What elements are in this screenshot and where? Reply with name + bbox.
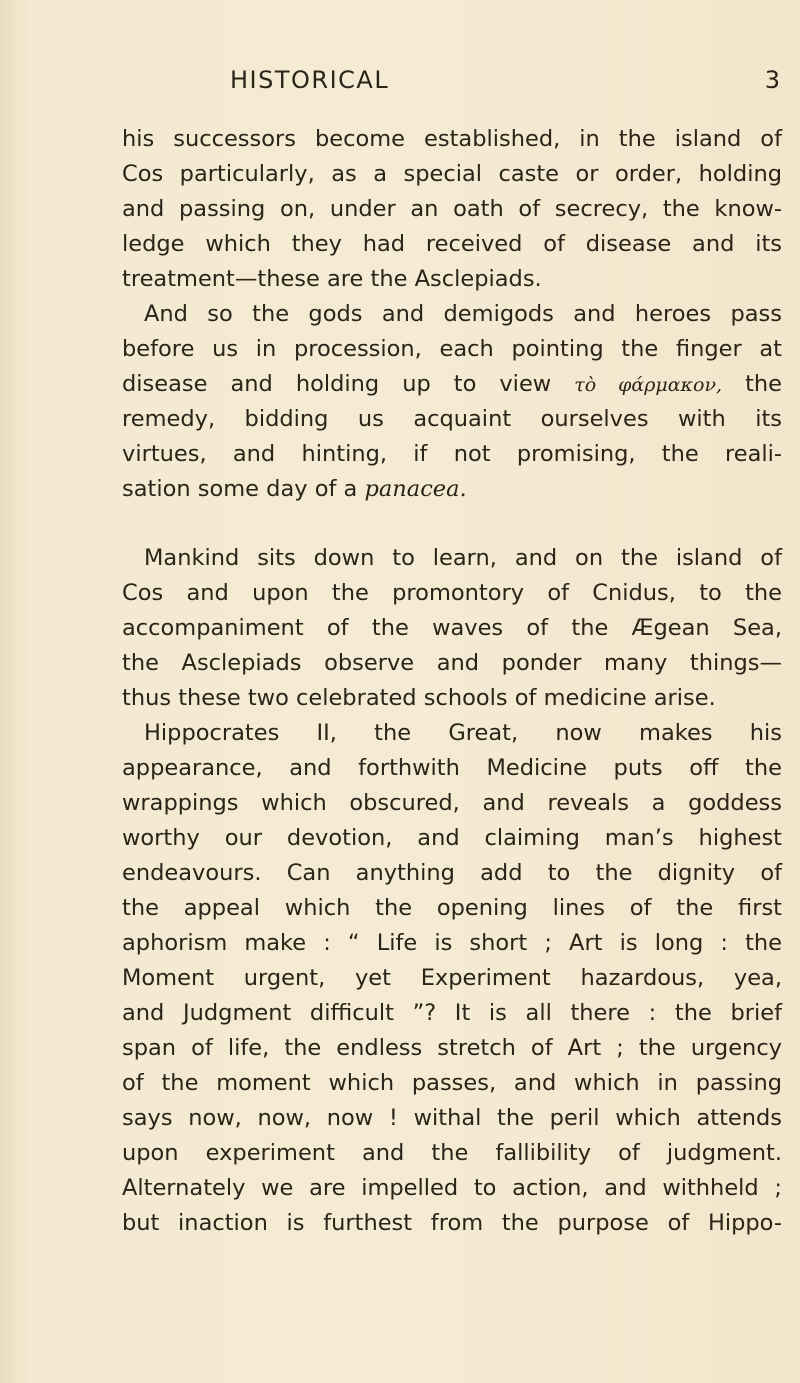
paragraph: [122, 122, 782, 297]
text-line: Moment urgent, yet Experiment hazardous, yea,: [122, 965, 782, 991]
text-line: And so the gods and demigods and heroes pass: [144, 301, 782, 327]
text-line: treatment—these are the Asclepiads.: [122, 266, 542, 292]
text-segment: sation some day of a: [122, 476, 365, 502]
text-line: aphorism make : “ Life is short ; Art is long : the: [122, 930, 782, 956]
text-line: before us in procession, each pointing the finger at: [122, 336, 782, 362]
text-line: remedy, bidding us acquaint ourselves with its: [122, 406, 782, 432]
running-head-title: HISTORICAL: [230, 66, 390, 94]
text-line: wrappings which obscured, and reveals a goddess: [122, 790, 782, 816]
text-line: of the moment which passes, and which in passing: [122, 1070, 782, 1096]
paragraph: [122, 716, 782, 1241]
text-segment: the: [722, 371, 783, 397]
italic-word: panacea.: [364, 476, 467, 502]
text-line: Hippocrates II, the Great, now makes his: [144, 720, 782, 746]
text-line: but inaction is furthest from the purpose of Hippo-: [122, 1210, 782, 1236]
text-line: upon experiment and the fallibility of judgment.: [122, 1140, 782, 1166]
text-line: thus these two celebrated schools of medicine arise.: [122, 685, 716, 711]
text-line: endeavours. Can anything add to the dignity of: [122, 860, 782, 886]
text-line: appearance, and forthwith Medicine puts off the: [122, 755, 782, 781]
text-line: Alternately we are impelled to action, and withheld ;: [122, 1175, 782, 1201]
greek-phrase: τὸ φάρμακον,: [574, 374, 723, 396]
body-text: [122, 122, 782, 1241]
text-line: worthy our devotion, and claiming man’s highest: [122, 825, 782, 851]
paragraph: [122, 297, 782, 507]
text-line: [122, 367, 782, 402]
section-break: [122, 507, 782, 541]
text-line: ledge which they had received of disease and its: [122, 231, 782, 257]
text-line: the appeal which the opening lines of the first: [122, 895, 782, 921]
text-line: and Judgment difficult ”? It is all there : the brief: [122, 1000, 782, 1026]
text-line: says now, now, now ! withal the peril which attends: [122, 1105, 782, 1131]
paragraph: [122, 541, 782, 716]
text-segment: disease and holding up to view: [122, 371, 575, 397]
text-line: Cos particularly, as a special caste or order, holding: [122, 161, 782, 187]
page-number: 3: [764, 66, 780, 94]
text-line: his successors become established, in the island of: [122, 126, 782, 152]
text-line: Cos and upon the promontory of Cnidus, to the: [122, 580, 782, 606]
text-line: [122, 472, 782, 507]
text-line: Mankind sits down to learn, and on the island of: [144, 545, 782, 571]
text-line: accompaniment of the waves of the Ægean Sea,: [122, 615, 782, 641]
text-line: virtues, and hinting, if not promising, the reali-: [122, 441, 782, 467]
text-line: the Asclepiads observe and ponder many things—: [122, 650, 782, 676]
text-line: and passing on, under an oath of secrecy, the know-: [122, 196, 782, 222]
text-line: span of life, the endless stretch of Art ; the urgency: [122, 1035, 782, 1061]
running-head: [120, 66, 780, 106]
